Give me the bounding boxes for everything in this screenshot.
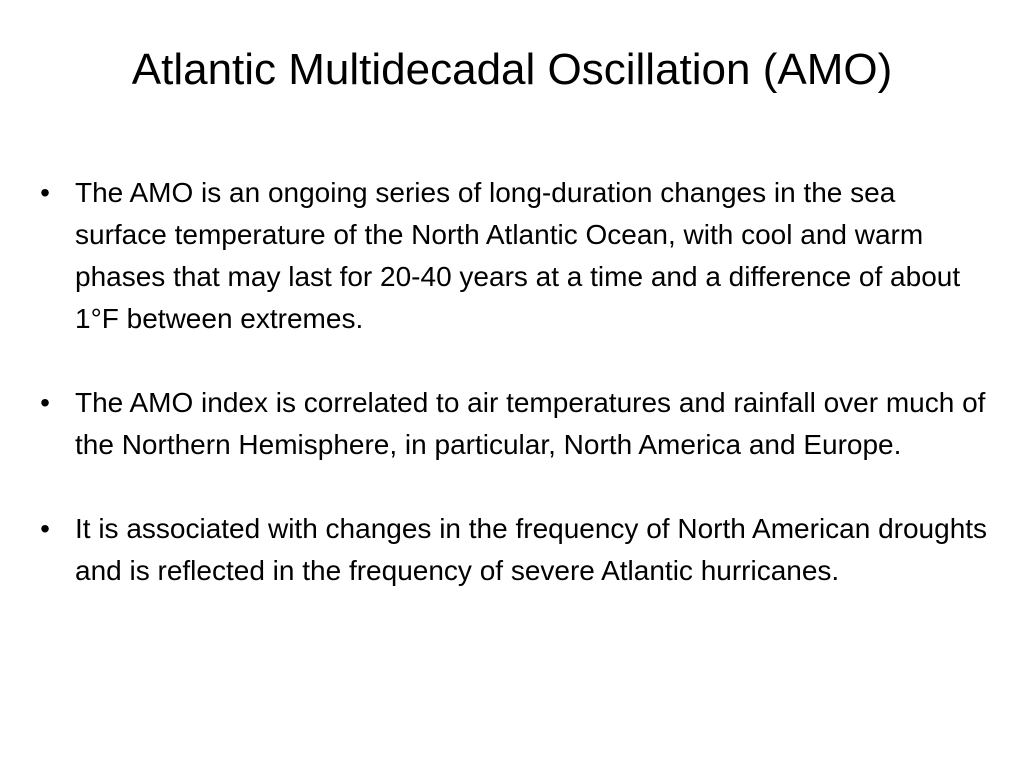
bullet-marker: •	[40, 387, 50, 418]
bullet-text: The AMO is an ongoing series of long-duration changes in the sea surface temperature of the North Atlantic Ocean, with cool and warm phases that may last for 20-40 years at a time and a difference of about 1°F between extremes.	[75, 177, 961, 334]
bullet-text: The AMO index is correlated to air temperatures and rainfall over much of the Northern Hemisphere, in particular, North America and Europe.	[75, 387, 986, 460]
bullet-text: It is associated with changes in the frequency of North American droughts and is reflected in the frequency of severe Atlantic hurricanes.	[75, 513, 988, 586]
bullet-marker: •	[40, 177, 50, 208]
bullet-marker: •	[40, 513, 50, 544]
bullet-item	[30, 508, 990, 592]
bullet-list	[30, 172, 990, 634]
bullet-item	[30, 382, 990, 466]
slide-title: Atlantic Multidecadal Oscillation (AMO)	[131, 45, 893, 94]
bullet-item	[30, 172, 990, 340]
